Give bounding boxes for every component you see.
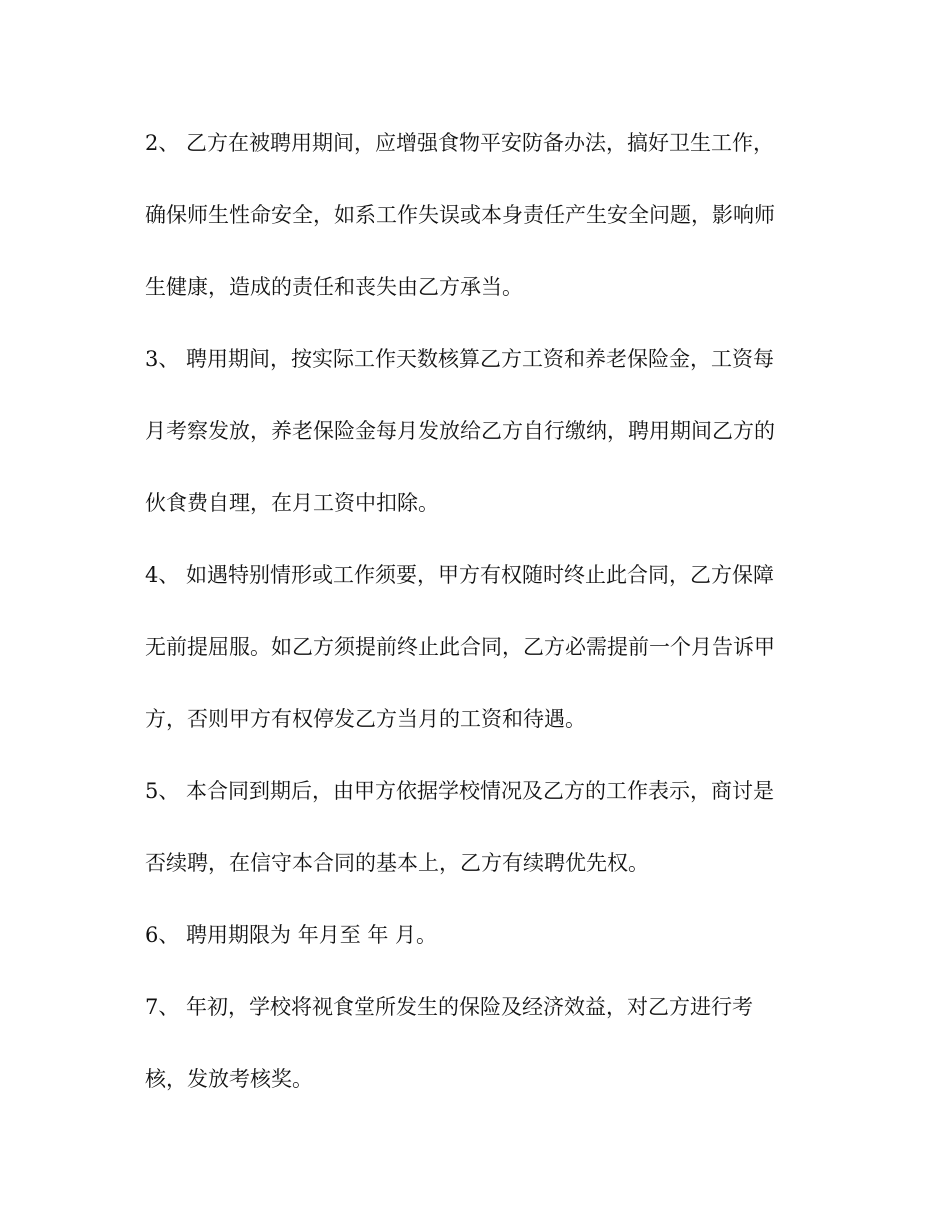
text-line-6: 伙食费自理，在月工资中扣除。: [145, 491, 439, 515]
text-line-5: 月考察发放，养老保险金每月发放给乙方自行缴纳，聘用期间乙方的: [145, 419, 775, 443]
text-line-12: 6、 聘用期限为 年月至 年 月。: [145, 923, 438, 947]
text-line-4: 3、 聘用期间，按实际工作天数核算乙方工资和养老保险金，工资每: [145, 347, 775, 371]
text-line-14: 核，发放考核奖。: [145, 1067, 313, 1091]
text-line-1: 2、 乙方在被聘用期间，应增强食物平安防备办法，搞好卫生工作，: [145, 131, 775, 155]
text-line-8: 无前提屈服。如乙方须提前终止此合同，乙方必需提前一个月告诉甲: [145, 635, 775, 659]
text-line-13: 7、 年初，学校将视食堂所发生的保险及经济效益，对乙方进行考: [145, 995, 754, 1019]
text-line-10: 5、 本合同到期后，由甲方依据学校情况及乙方的工作表示，商讨是: [145, 779, 775, 803]
text-line-9: 方，否则甲方有权停发乙方当月的工资和待遇。: [145, 707, 586, 731]
text-line-11: 否续聘，在信守本合同的基本上，乙方有续聘优先权。: [145, 851, 649, 875]
text-line-7: 4、 如遇特别情形或工作须要，甲方有权随时终止此合同，乙方保障: [145, 563, 775, 587]
text-line-3: 生健康，造成的责任和丧失由乙方承当。: [145, 275, 523, 299]
text-line-2: 确保师生性命安全，如系工作失误或本身责任产生安全问题，影响师: [145, 203, 775, 227]
